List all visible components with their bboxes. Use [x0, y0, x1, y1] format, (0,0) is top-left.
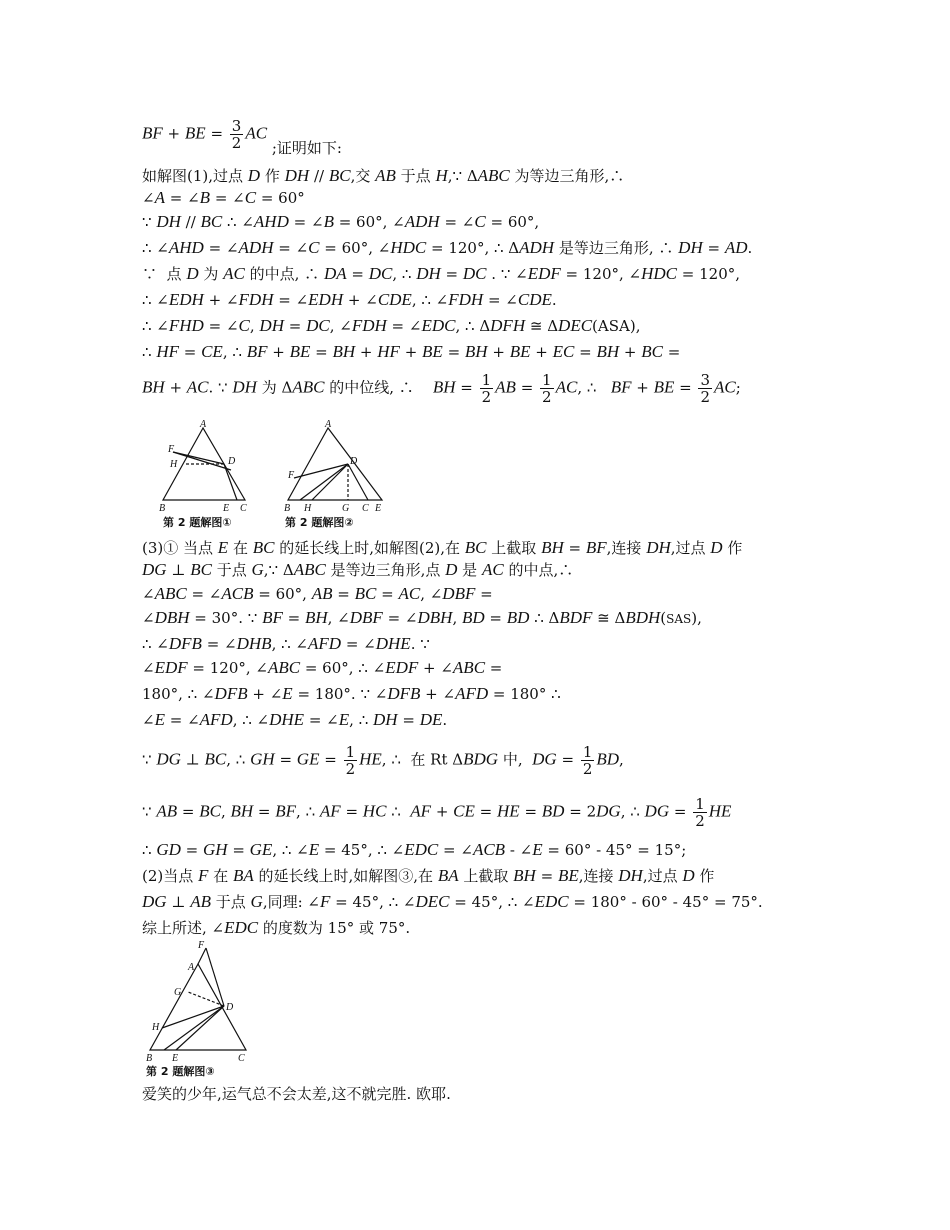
text-line: ∠EDF = 120°, ∠ABC = 60°, ∴ ∠EDF + ∠ABC = — [142, 658, 503, 677]
text-line: ∵ DG ⊥ BC, ∴ GH = GE = $\frac{1}{2}$ HE, ∴ 在 Rt ΔBDG 中, DG = $\frac{1}{2}$ BD, — [142, 743, 624, 778]
text-line: ∴ ∠AHD = ∠ADH = ∠C = 60°, ∠HDC = 120°, ∴ ΔADH 是等边三角形, ∴ DH = AD. — [142, 238, 753, 257]
svg-text:E: E — [172, 1053, 179, 1062]
figure-3 — [142, 940, 257, 1078]
svg-text:B: B — [159, 503, 166, 514]
text-line: BF + BE = $\frac{3}{2}$ AC ;证明如下: — [142, 117, 342, 157]
svg-text:D: D — [226, 1002, 234, 1013]
svg-text:H: H — [170, 459, 178, 470]
svg-text:H: H — [304, 503, 312, 514]
svg-text:F: F — [168, 444, 175, 455]
text-line: ∵ 点 D 为 AC 的中点, ∴ DA = DC, ∴ DH = DC . ∵ ∠EDF = 120°, ∠HDC = 120°, — [142, 264, 741, 283]
svg-text:E: E — [223, 503, 230, 514]
text-line: ∵ AB = BC, BH = BF, ∴ AF = HC ∴ AF + CE = HE = BD = 2DG, ∴ DG = $\frac{1}{2}$ HE — [142, 795, 732, 830]
svg-text:D: D — [228, 456, 236, 467]
svg-text:B: B — [146, 1053, 153, 1062]
figure-1-caption: 第 2 题解图① — [163, 516, 232, 529]
text-line: 综上所述, ∠EDC 的度数为 15° 或 75°. — [142, 918, 411, 937]
text-line: DG ⊥ AB 于点 G,同理: ∠F = 45°, ∴ ∠DEC = 45°, ∴ ∠EDC = 180° - 60° - 45° = 75°. — [142, 892, 763, 911]
figure-2 — [280, 418, 400, 529]
svg-text:A: A — [188, 962, 195, 973]
text-line: ∠DBH = 30°. ∵ BF = BH, ∠DBF = ∠DBH, BD = BD ∴ ΔBDF ≅ ΔBDH(SAS), — [142, 608, 702, 627]
figure-1 — [145, 418, 265, 529]
text-line: BH + AC. ∵ DH 为 ΔABC 的中位线, ∴ BH = $\frac{1}{2}$ AB = $\frac{1}{2}$ AC, ∴ BF + BE = $\frac{3}{2}$ AC; — [142, 371, 741, 406]
text-line: ∴ ∠EDH + ∠FDH = ∠EDH + ∠CDE, ∴ ∠FDH = ∠CDE. — [142, 290, 557, 309]
text-line: ∵ DH // BC ∴ ∠AHD = ∠B = 60°, ∠ADH = ∠C = 60°, — [142, 212, 540, 231]
text-line: (3)① 当点 E 在 BC 的延长线上时,如解图(2),在 BC 上截取 BH = BF,连接 DH,过点 D 作 — [142, 538, 743, 557]
svg-text:B: B — [284, 503, 291, 514]
figure-3-caption: 第 2 题解图③ — [146, 1065, 215, 1078]
text-line: ∠ABC = ∠ACB = 60°, AB = BC = AC, ∠DBF = — [142, 584, 493, 603]
text-line: 如解图(1),过点 D 作 DH // BC,交 AB 于点 H,∵ ΔABC 为等边三角形,∴ — [142, 166, 625, 185]
figure-2-caption: 第 2 题解图② — [285, 516, 354, 529]
closing-remark: 爱笑的少年,运气总不会太差,这不就完胜. 欧耶. — [142, 1085, 451, 1103]
svg-text:A: A — [325, 419, 332, 430]
svg-text:E: E — [375, 503, 382, 514]
svg-text:G: G — [342, 503, 350, 514]
text-line: ∴ ∠FHD = ∠C, DH = DC, ∠FDH = ∠EDC, ∴ ΔDFH ≅ ΔDEC(ASA), — [142, 316, 641, 335]
svg-text:C: C — [238, 1053, 245, 1062]
svg-text:D: D — [350, 456, 358, 467]
text-line: ∠E = ∠AFD, ∴ ∠DHE = ∠E, ∴ DH = DE. — [142, 710, 448, 729]
svg-text:G: G — [174, 987, 182, 998]
text-line: 180°, ∴ ∠DFB + ∠E = 180°. ∵ ∠DFB + ∠AFD = 180° ∴ — [142, 684, 561, 703]
svg-text:F: F — [198, 940, 205, 951]
svg-text:H: H — [152, 1022, 160, 1033]
figure-3-diagram — [142, 940, 257, 1062]
svg-text:C: C — [362, 503, 369, 514]
svg-text:A: A — [200, 419, 207, 430]
figure-2-diagram — [280, 418, 400, 518]
text-line: ∴ ∠DFB = ∠DHB, ∴ ∠AFD = ∠DHE. ∵ — [142, 634, 430, 653]
figure-1-diagram — [145, 418, 265, 518]
text-line: (2)当点 F 在 BA 的延长线上时,如解图③,在 BA 上截取 BH = BE,连接 DH,过点 D 作 — [142, 866, 715, 885]
text-line: ∠A = ∠B = ∠C = 60° — [142, 188, 305, 207]
svg-text:C: C — [240, 503, 247, 514]
text-line: DG ⊥ BC 于点 G,∵ ΔABC 是等边三角形,点 D 是 AC 的中点,∴ — [142, 560, 574, 579]
text-line: ∴ GD = GH = GE, ∴ ∠E = 45°, ∴ ∠EDC = ∠ACB - ∠E = 60° - 45° = 15°; — [142, 840, 687, 859]
text-line: ∴ HF = CE, ∴ BF + BE = BH + HF + BE = BH + BE + EC = BH + BC = — [142, 342, 681, 361]
svg-text:F: F — [288, 470, 295, 481]
